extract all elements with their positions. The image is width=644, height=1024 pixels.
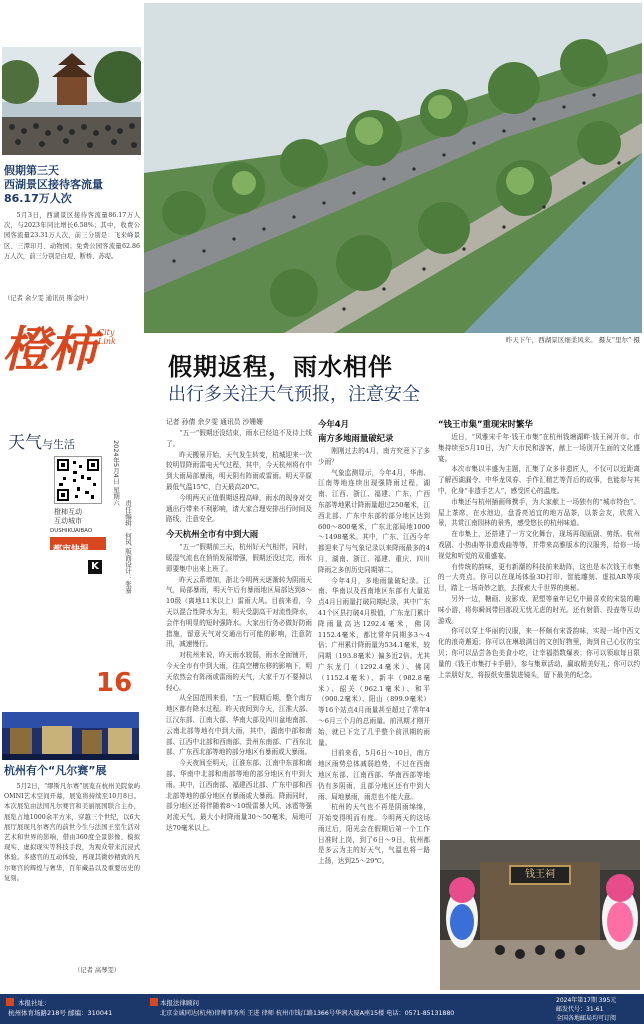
col1-p8: 今天夜间至明天，江淮东部、江南中东部和南部、华南中北部和南部等地的部分地区有中到大雨。其中，江西南部、福建西北部、广东中部和西北部等地的部分地区有暴雨或大暴雨。降雨同时，部分地区还将伴随着8～10级雷暴大风、冰雹等强对流天气，最大小时降雨量30～50毫米，局地可达70毫米以上。	[166, 759, 312, 832]
paper-name	[50, 537, 106, 555]
west-lake-aerial-photo	[144, 3, 642, 333]
footer-legal-label: 本报法律顾问	[160, 999, 199, 1007]
col3-p1: 近日，“风雅宋千年·钱王市集”在杭州钱塘湖畔·钱王祠开市。市集持续至5月10日，为广大市民和游客，献上一场别开生面的文化盛宴。	[438, 433, 640, 463]
subheadline: 出行多关注天气预报，注意安全	[168, 384, 420, 405]
col3-p5: 有传统的韵味，更有新潮的科技前来助阵，这也是本次钱王市集的一大亮点。你可以在现场体验3D打印、智能雕刻、虚拟AR等项目，踏上一场奇妙之旅，去探索大千世界的奥秘。	[438, 562, 640, 593]
story2-credit: （记者 高琴雯）	[74, 967, 121, 974]
col1-lead: “五一”假期还没结束，雨水已经迫不及待上线了。	[166, 429, 312, 448]
col1-subhead: 今天杭州全市有中到大雨	[166, 529, 259, 540]
story2-text: 5月2日，“缪斯凡尔赛”展览在杭州美院象屿OMNI艺术空间开幕，展览将持续至10月8日。本次展览由法国凡尔赛宫和美丽展国联合主办，展览占地1000余平方米，穿越三个世纪，以6大展厅展现凡尔赛宫的前世今生与法国王室生活对艺术和世界的影响，借由360度全景影像、模拟现实、虚拟现实等科技手段，为观众带来沉浸式体验。多感官的互动体验，再现其微妙精致的凡尔赛宫的辉煌与奢华，百年藏品以及重要历史的复刻。	[4, 783, 140, 882]
col1-p5: 昨天云系增加，浙北今明两天逐渐转为阴雨天气，局部暴雨，明天午后有暴雨地区局部达到8～10级（离地11米以上）雷雨大风。目前来看，今天以混合性降水为主，明天受副高干对流性降水，会伴有明显的短时强降水。大家出行务必做好防雨措施，留意天气对交通出行可能的影响，注意防汛，减速慢行。	[166, 575, 312, 649]
versailles-photo	[2, 712, 139, 760]
vertical-editors: 责任编辑：何风 版面设计：张嘉	[124, 500, 132, 594]
col2-p4: 目前来看，5月6日～10日，南方地区雨势总体减弱趋势，不过在西南地区东部、江南西部、华南西部等地仍有多阴雨，且部分地区还有中到大雨、局地暴雨，雨范也不能大意。	[318, 749, 430, 801]
qr-code[interactable]	[54, 456, 102, 504]
footer-legal: 北京金诚同达(杭州)律师事务所 王进 律师 杭州市钱江路1366号华润大厦A座15楼 电话：0571-85131880	[160, 1010, 455, 1017]
market-sign: 钱王祠	[525, 869, 555, 880]
footer-code: 邮发代号：31-61	[556, 1006, 604, 1013]
col1-p4: “五一”假期前三天，杭州好天气相伴，同时，暖湿气流也在悄悄发展增强，假期还没过完，雨水即要集中出来上班了。	[166, 543, 312, 573]
story1-title: 假期第三天 西湖景区接待客流量 86.17万人次	[4, 164, 103, 205]
footer-issue: 2024年第17期 395元	[556, 997, 617, 1004]
brand-en: City Link	[98, 328, 116, 346]
story2-body	[4, 782, 140, 884]
story1-text: 5月3日，西湖景区接待客流量86.17万人次，与2023年同比增长6.58%；其中，收费公园客流量23.31万人次，前三分别是：飞来峰景区、三潭印月、动物园；免费公园客流量62.86万人次，前三分别是白堤、断桥、苏堤。	[4, 212, 140, 260]
footer-address: 杭州体育场路218号 邮编：310041	[8, 1009, 113, 1017]
footer-address-label: 本报社址：	[18, 999, 51, 1007]
col3-p4: 在市集上，还搭建了一方文化舞台，现场再现瓯剧、剪纸、杭州戏剧、小热曲等非遗戏曲等等，并带来高雅版本的汉服秀，给你一场视觉和听觉的双重盛宴。	[438, 530, 640, 560]
paper-pinyin: DUSHIKUAIBAO	[50, 528, 93, 534]
col3-subhead: “钱王市集”重现宋时繁华	[438, 419, 533, 429]
channel-life: 与生活	[42, 438, 75, 451]
story1-credit: （记者 余夕雯 通讯员 斯金叶）	[4, 295, 92, 302]
column-2	[318, 418, 430, 867]
column-3	[438, 418, 640, 680]
market-photo	[440, 840, 640, 990]
footer-icon-2	[150, 998, 158, 1006]
vertical-date: 2024年5月4日 星期六	[112, 440, 120, 506]
col2-p5: 杭州的天气也不再是阴雨绵绵，开始变得明而有度。今明两天的这场雨过后，阳光会在假期后第一个工作日准时上岗，到了6日～9日，杭州都是多云为主的好天气，气温也将一路上扬，达到25～29℃。	[318, 803, 430, 866]
pagoda-photo	[2, 47, 141, 155]
col2-p1: 刚刚过去的4月，南方究竟下了多少雨？	[318, 447, 430, 466]
brand-logo	[2, 322, 142, 430]
footer-bar	[0, 994, 644, 1024]
col2-subhead-1: 今年4月	[318, 419, 349, 429]
col3-p6: 另外一边，糖画、皮影戏、泥塑等童年记忆中最喜欢的宋装的趣味小游，将你瞬间带回那段无忧无虑的时光。还有射箭、投壶等互动游戏。	[438, 594, 640, 625]
k-logo-icon: K	[88, 560, 102, 574]
channel-title	[8, 428, 75, 453]
page-number: 16	[96, 668, 133, 698]
col2-subhead-2: 南方多地雨量破纪录	[318, 433, 394, 443]
byline: 记者 孙倩 余夕雯 通讯员 沙姗姗	[166, 418, 264, 426]
col1-p6: 对杭州来说，昨天雨水较弱，雨水全面铺开，今天全市有中到大雨，往高空槽东移的影响下，明天依然会有阵雨或雷雨的天气，大家千万不要掉以轻心。	[166, 651, 312, 692]
col3-p2: 本次市集以丰盛为主题，汇集了众多非遗匠人，不仅可以近距离了解西湖漏令、中华龙凤券、手作汇精艺等背后的故事，也能参与其中，化身“非遗手艺人”，感受匠心的温度。	[438, 465, 640, 495]
story1-body	[4, 211, 140, 262]
story2-title: 杭州有个“凡尔赛”展	[4, 764, 107, 777]
qr-caption: 橙柿互动 互动城市	[54, 508, 82, 525]
col1-p7: 从全国范围来看，“五一”假期后期，整个南方地区都有降水过程。昨天夜间到今天，江淮大部、江汉东部、江南大部、华南大部及四川盆地南部、云南北部等地有中到大雨，其中，湖南中部和南部、江西中北部和西南部、贵州东南部、广西东北部、广东西北部等地的部分地区有暴雨或大暴雨。	[166, 694, 312, 757]
col1-p3: 今明两天正值假期返程高峰，雨水的现身对交通出行带来不利影响，请大家合理安排出行时间及路线，注意安全。	[166, 493, 312, 524]
col3-p7: 你可以穿上华丽的汉服，来一杯颇有宋香韵味，实现一场中西文化的浪奇邂逅；你可以在琳琅满目的文创好物里，淘到自己心仪的宝贝；你可以品尝各色美食小吃，让幸福指数爆表；你可以领取每日限量的《钱王市集打卡手册》，参与集章活动，赢取精美好礼；你可以约上亲朋好友，将报纸安墨装进镜头，留下最美的纪念。	[438, 627, 640, 679]
brand-big: 橙柿	[2, 322, 95, 378]
col2-p2: 气象监测显示，今年4月，华南、江南等地连续出现强降雨过程，湖南、江西、浙江、福建、广东、广西东部等地累计降雨量超过250毫米，江西北部、广东中东部的部分地区达到600～800毫米，广东北部局地1000～1498毫米。其中，广东、江西今年都迎来了与气象记录以来降雨最多的4月，湖南、浙江、福建、重庆、四川降雨之多创历史同期第二。	[318, 468, 430, 574]
photo-caption: 昨天下午，西湖景区细柔风来。 摄友“里尔” 摄	[505, 336, 640, 344]
col2-p3: 今年4月，多地雨量破纪录。江南、华南以及西南地区东部有大量站点4月日雨量打破同期纪录，其中广东41个区县打破4月极值，广东龙门累计降雨量高达1292.4毫米，佛冈1152.4毫米，都比常年同期多3～4倍；广州累计降雨量为534.1毫米，较同期（193.8毫米）偏多近2倍。尤其广东龙门（1292.4毫米）、佛冈（1152.4毫米）、新丰（982.8毫米）、韶关（962.1毫米）、和平（900.2毫米）、阳山（899.9毫米）等16个站点4月雨量甚至超过了常年4～6月三个月的总雨量。前汛期才刚开始，就已下完了几乎整个前汛期的雨量。	[318, 576, 430, 747]
channel-weather: 天气	[8, 433, 42, 453]
column-1	[166, 428, 312, 834]
col3-p3: 市集还与杭州插画师携手，为大家献上一场独有的“城市特色”。屋上茶席，在水池边，盘香亮适宜的地方品茶，以茶会友，欣赏入景，共赏江南园林的景秀，感受悠长的杭州味道。	[438, 497, 640, 528]
paper-name-text: 都市快报	[53, 545, 90, 555]
footer-icon-1	[6, 998, 14, 1006]
headline: 假期返程，雨水相伴	[168, 353, 393, 381]
footer-subscribe: 全国各地邮局均可订阅	[556, 1015, 617, 1022]
col1-p2: 昨天搬景开始，天气发生转变，杭城迎来一次较明显降雨雷电天气过程，其中，今天杭州将有中到大雨局部暴雨，明天阴有阵雨或雷雨。明天平原最低气温15℃，白天最高20℃。	[166, 450, 312, 491]
